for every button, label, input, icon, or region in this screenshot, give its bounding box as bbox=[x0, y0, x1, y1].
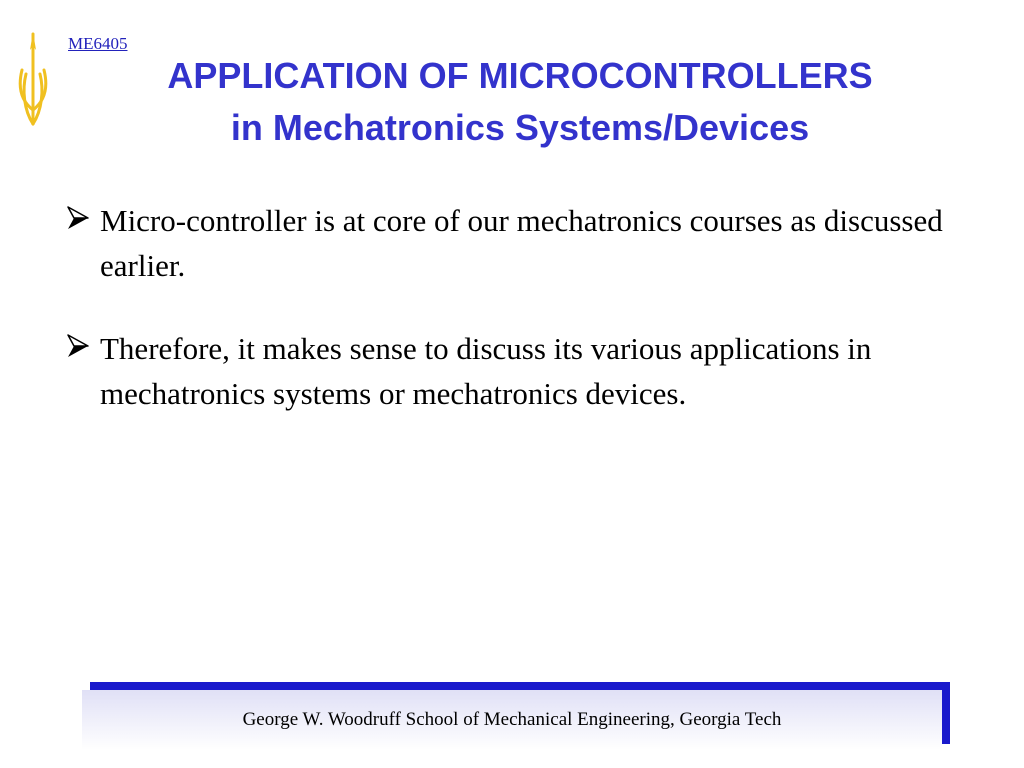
georgia-tech-flame-logo-icon bbox=[14, 30, 52, 128]
slide-title-line-1: APPLICATION OF MICROCONTROLLERS bbox=[167, 55, 873, 96]
bullet-item bbox=[64, 198, 974, 288]
bullet-text: Micro-controller is at core of our mechatronics courses as discussed earlier. bbox=[100, 203, 943, 283]
arrow-bullet-icon bbox=[64, 332, 92, 360]
course-code: ME6405 bbox=[68, 34, 128, 53]
bullet-item bbox=[64, 326, 974, 416]
footer-text: George W. Woodruff School of Mechanical Engineering, Georgia Tech bbox=[242, 709, 782, 730]
bullet-list bbox=[64, 198, 974, 454]
slide-title-line-2: in Mechatronics Systems/Devices bbox=[230, 107, 810, 148]
footer-box bbox=[82, 690, 942, 750]
arrow-bullet-icon bbox=[64, 204, 92, 232]
bullet-text: Therefore, it makes sense to discuss its various applications in mechatronics systems or mechatronics devices. bbox=[100, 331, 872, 411]
slide-title bbox=[60, 50, 980, 154]
footer bbox=[82, 682, 950, 750]
